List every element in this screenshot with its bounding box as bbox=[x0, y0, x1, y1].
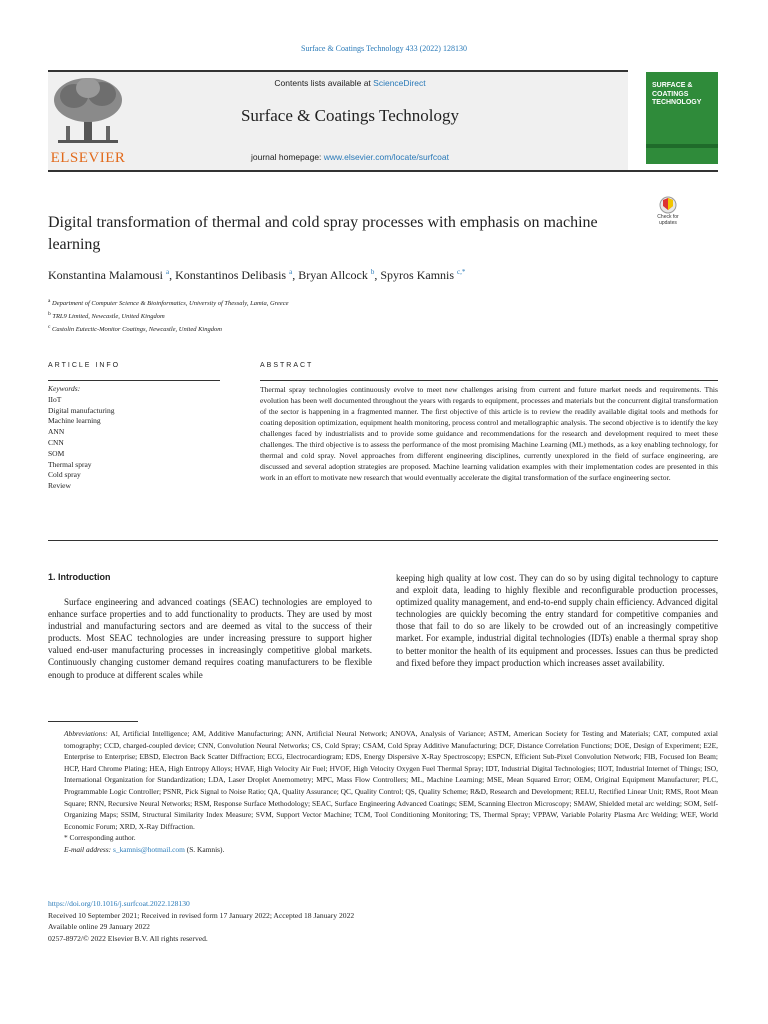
affiliation-mark: a bbox=[48, 298, 51, 304]
author-affiliation-mark[interactable]: a bbox=[165, 268, 170, 276]
cover-strip bbox=[646, 144, 718, 148]
keyword-item: SOM bbox=[48, 448, 65, 458]
affiliation-item bbox=[48, 296, 688, 309]
sciencedirect-link[interactable]: ScienceDirect bbox=[373, 78, 426, 88]
abbreviations-footnote bbox=[48, 728, 718, 832]
check-for-updates-badge[interactable] bbox=[648, 196, 688, 232]
abstract-text: Thermal spray technologies continuously evolve to meet new challenges arising from current and future market needs and requirements. This evolution has been well documented throughout the years with regards to equipment, processes and materials but the concurrent digital transformation of the sector is happening in a fragmented manner. The first objective of this article is to review the readily available digital tools and methods for coating deposition optimization, equipment health monitoring, process control and metallographic analysis. The second objective is to identify the key challenges faced by industrialists and to provide some guidance and recommendations for the research and development required to meet these challenges. The third objective is to assess the performance of the most promising Machine Learning (ML) methods, as a key enabling technology, for thermal and cold spray. Novel approaches from different engineering disciplines, currently unexplored in the field of surface engineering, are discussed and several adoption strategies are proposed. Machine learning validation examples with their implementation codes are presented in this work in an effort to motivate new research that would eventually accelerate the digital transformation of the surface engineering sector. bbox=[260, 385, 718, 482]
author-affiliation-mark[interactable]: c,* bbox=[457, 268, 466, 276]
intro-paragraph-left: Surface engineering and advanced coatings (SEAC) technologies are employed to enhance surface properties and to add functionality to products. They are used by most industrial and manufacturing sectors and are deemed as vital to the success of their products. Most SEAC technologies are under increasing pressure to support higher valued end-user manufacturing processes in increasingly competitive global markets. Continuously changing customer demand requires coating manufacturers to be flexible enough to produce at different scales while bbox=[48, 597, 372, 680]
abstract-rule bbox=[260, 380, 718, 381]
copyright-line: 0257-8972/© 2022 Elsevier B.V. All rights reserved. bbox=[48, 934, 208, 944]
email-label: E-mail address: bbox=[64, 844, 113, 854]
email-link[interactable]: s_kamnis@hotmail.com bbox=[113, 844, 185, 854]
cover-title: SURFACE & COATINGS TECHNOLOGY bbox=[652, 82, 702, 106]
doi-link[interactable]: https://doi.org/10.1016/j.surfcoat.2022.128130 bbox=[48, 899, 190, 908]
affiliation-text: Castolin Eutectic-Monitor Coatings, Newcastle, United Kingdom bbox=[52, 326, 222, 334]
affiliation-list bbox=[48, 296, 688, 335]
abbreviations-text: AI, Artificial Intelligence; AM, Additive Manufacturing; ANN, Artificial Neural Network; ANOVA, Analysis of Variance; ASTM, American Society for Testing and Materials; CAT, computed axial tomography; CCD, charged-coupled device; CNN, Convolution Neural Networks; CS, Cold Spray; CSAM, Cold Spray Additive Manufacturing; DCF, Distance Correlation Functions; DOE, Design of Experiment; E2E, Enterprise to Enterprise; EBSD, Electron Back Scatter Diffraction; ECG, Electrocardiogram; EDS, Energy Dispersive X-Ray Spectroscopy; ESPCN, Efficient Sub-Pixel Convolution Network; FIB, Focused Ion Beam; HCP, Hard Chrome Plating; HEA, High Entropy Alloys; HVAF, High Velocity Air Fuel; HVOF, High Velocity Oxygen Fuel Thermal Spray; IDT, Industrial Digital Technologies; IIOT, Industrial Internet of Things; ISO, International Organization for Standardization; LDA, Laser Droplet Anemometry; MPC, Mass Flow Controllers; ML, Machine Learning; MSE, Mean Squared Error; OEM, Original Equipment Manufacturer; PLC, Programmable Logic Controller; PSNR, Pick Signal to Noise Ratio; QA, Quality Assurance; QC, Quality Control; QS, Quality Scheme; R&D, Research and Development; RELU, Rectified Linear Unit; RMS, Root Mean Square; RNN, Recursive Neural Networks; RSM, Response Surface Methodology; SEAC, Surface Engineering Advanced Coatings; SEM, Scanning Electron Microscopy; SMAW, Shielded metal arc welding; SOM, Self-Organizing Maps; SSIM, Structural Similarity Index Measure; SVM, Support Vector Machine; TCM, Tool Conditioning Monitoring; TS, Thermal Spray; VPPAW, Variable Polarity Plasma Arc Welding; WEF, World Economic Forum; XRD, X-Ray Diffraction. bbox=[64, 729, 718, 831]
publication-info bbox=[48, 898, 718, 945]
keyword-item: Digital manufacturing bbox=[48, 405, 115, 415]
keywords-list bbox=[48, 384, 220, 492]
abstract-heading: ABSTRACT bbox=[260, 362, 314, 369]
article-info-heading: ARTICLE INFO bbox=[48, 362, 121, 369]
author-name[interactable]: Konstantina Malamousi bbox=[48, 268, 163, 282]
abstract-divider bbox=[48, 540, 718, 541]
author-affiliation-mark[interactable]: a bbox=[289, 268, 293, 276]
affiliation-mark: b bbox=[48, 311, 51, 318]
author-name[interactable]: Spyros Kamnis bbox=[380, 268, 455, 282]
contents-line bbox=[140, 78, 560, 88]
elsevier-tree-icon bbox=[48, 74, 128, 148]
journal-cover-thumbnail[interactable] bbox=[646, 72, 718, 164]
author-name[interactable]: Bryan Allcock bbox=[298, 268, 368, 282]
keyword-item: Thermal spray bbox=[48, 459, 92, 469]
keyword-item: Review bbox=[48, 481, 71, 491]
keyword-item: Machine learning bbox=[48, 416, 101, 426]
article-info-rule bbox=[48, 380, 220, 381]
journal-homepage-line bbox=[140, 152, 560, 162]
email-suffix: (S. Kamnis). bbox=[184, 844, 225, 854]
homepage-link[interactable]: www.elsevier.com/locate/surfcoat bbox=[323, 152, 449, 162]
article-title: Digital transformation of thermal and cold spray processes with emphasis on machine learning bbox=[48, 214, 598, 253]
journal-title: Surface & Coatings Technology bbox=[240, 106, 460, 125]
email-footnote bbox=[48, 844, 718, 856]
affiliation-mark: c bbox=[48, 324, 51, 331]
intro-paragraph-right: keeping high quality at low cost. They can do so by using digital technology to capture and exploit data, leading to highly flexible and reconfigurable production processes, optimized quality management, and end-to-end supply chain efficiency. Advanced digital technologies are quickly becoming the entry standard for competitive companies and those that fail to do so are likely to be crowded out of an increasingly competitive market. For example, industrial digital technologies (IDTs) enable a thermal spray shop to better monitor the health of its equipment and processes. Issues can thus be predicted and fixed before they impact production which increases asset availability. bbox=[396, 573, 718, 668]
publisher-name: ELSEVIER bbox=[50, 150, 126, 166]
keyword-item: IIoT bbox=[48, 394, 62, 404]
abbreviations-label: Abbreviations: bbox=[64, 729, 108, 738]
keyword-item: CNN bbox=[48, 437, 64, 447]
available-online: Available online 29 January 2022 bbox=[48, 922, 150, 932]
elsevier-logo bbox=[48, 74, 128, 166]
section-heading-introduction: 1. Introduction bbox=[48, 572, 111, 582]
received-dates: Received 10 September 2021; Received in revised form 17 January 2022; Accepted 18 January 2022 bbox=[48, 910, 355, 920]
affiliation-item bbox=[48, 322, 688, 335]
contents-prefix: Contents lists available at bbox=[274, 78, 374, 88]
footnotes bbox=[48, 728, 718, 856]
corresponding-author-note: * Corresponding author. bbox=[64, 833, 136, 843]
author-name[interactable]: Konstantinos Delibasis bbox=[175, 268, 287, 282]
affiliation-text: TRL9 Limited, Newcastle, United Kingdom bbox=[52, 313, 165, 321]
author-list: Konstantina Malamousi $^a$, Konstantinos Delibasis $^a$, Bryan Allcock $^b$, Spyros Kamnis $^{c,*}$ bbox=[48, 268, 466, 282]
author-affiliation-mark[interactable]: b bbox=[370, 268, 375, 276]
journal-citation-link[interactable]: Surface & Coatings Technology 433 (2022) 128130 bbox=[301, 44, 467, 53]
keyword-item: Cold spray bbox=[48, 470, 81, 480]
affiliation-item bbox=[48, 309, 688, 322]
affiliation-text: Department of Computer Science & Bioinformatics, University of Thessaly, Lamia, Greece bbox=[52, 300, 289, 308]
footnote-rule bbox=[48, 721, 138, 722]
homepage-prefix: journal homepage: bbox=[251, 152, 324, 162]
header-divider bbox=[48, 170, 718, 172]
check-updates-icon bbox=[648, 196, 688, 214]
check-updates-label: Check for updates bbox=[657, 214, 679, 226]
keyword-item: ANN bbox=[48, 427, 65, 437]
keywords-label: Keywords: bbox=[48, 384, 81, 393]
